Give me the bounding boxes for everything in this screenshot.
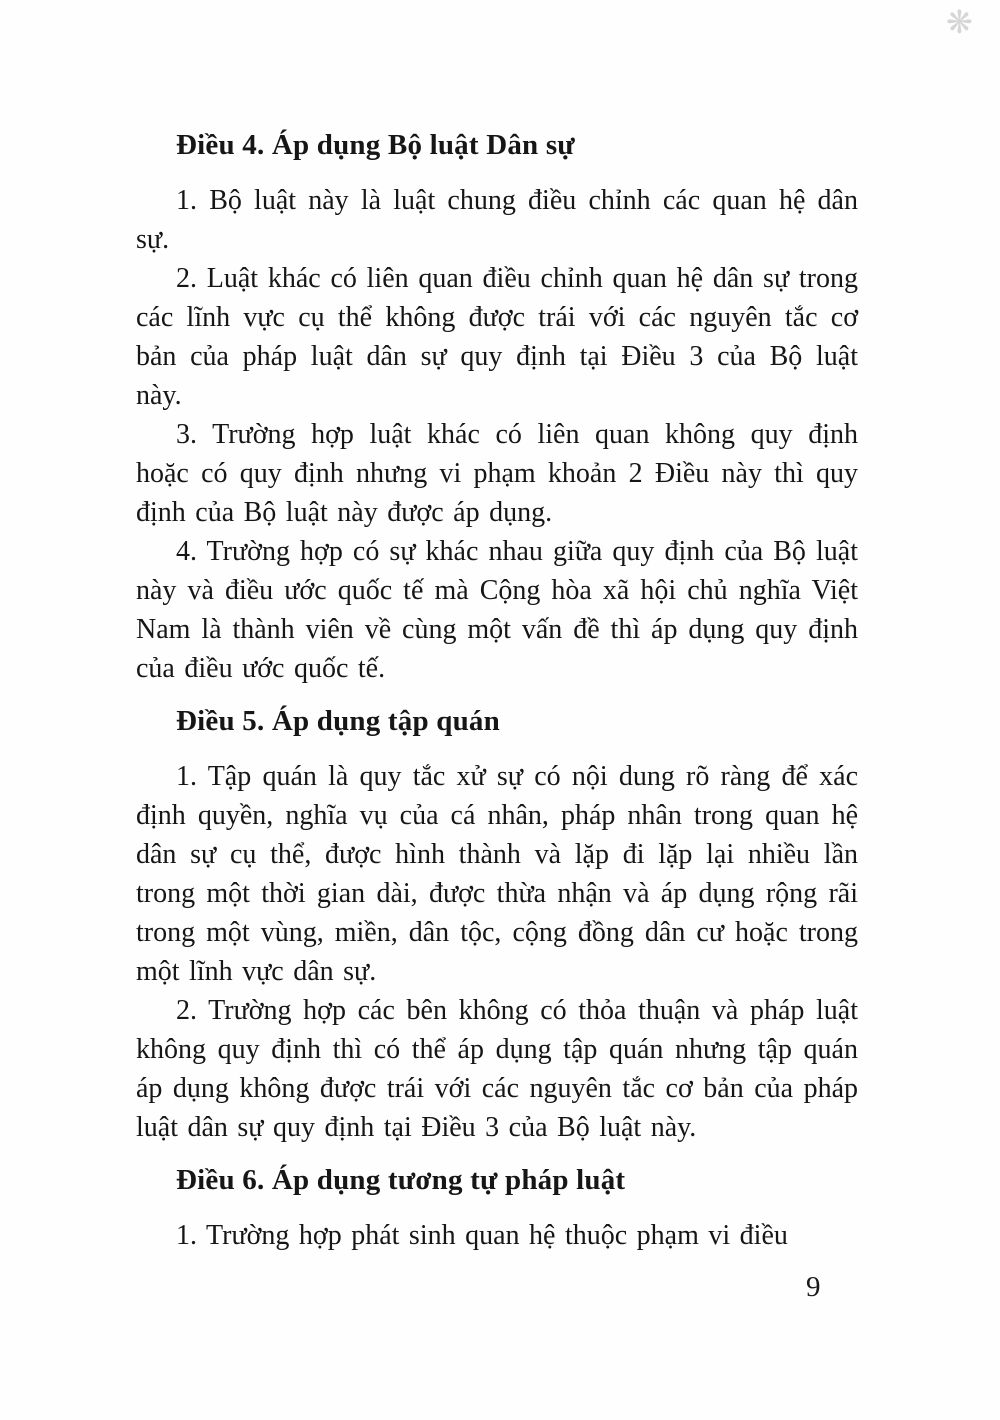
article-4-paragraph-2: 2. Luật khác có liên quan điều chỉnh quan hệ dân sự trong các lĩnh vực cụ thể không được trái với các nguyên tắc cơ bản của pháp luật dân sự quy định tại Điều 3 của Bộ luật này. (136, 263, 858, 411)
article-6-section (136, 1161, 858, 1255)
article-5-section (136, 702, 858, 1147)
article-4-paragraph-1: 1. Bộ luật này là luật chung điều chỉnh các quan hệ dân sự. (136, 185, 858, 255)
page-number: 9 (806, 1271, 821, 1303)
article-4-heading: Điều 4. Áp dụng Bộ luật Dân sự (176, 129, 575, 161)
article-6-heading: Điều 6. Áp dụng tương tự pháp luật (176, 1164, 626, 1196)
article-4-section (136, 126, 858, 688)
article-4-paragraph-4: 4. Trường hợp có sự khác nhau giữa quy định của Bộ luật này và điều ước quốc tế mà Cộng hòa xã hội chủ nghĩa Việt Nam là thành viên về cùng một vấn đề thì áp dụng quy định của điều ước quốc tế. (136, 536, 858, 684)
article-4-paragraph-3: 3. Trường hợp luật khác có liên quan không quy định hoặc có quy định nhưng vi phạm khoản 2 Điều này thì quy định của Bộ luật này được áp dụng. (136, 419, 858, 528)
article-5-paragraph-1: 1. Tập quán là quy tắc xử sự có nội dung rõ ràng để xác định quyền, nghĩa vụ của cá nhân, pháp nhân trong quan hệ dân sự cụ thể, được hình thành và lặp đi lặp lại nhiều lần trong một thời gian dài, được thừa nhận và áp dụng rộng rãi trong một vùng, miền, dân tộc, cộng đồng dân cư hoặc trong một lĩnh vực dân sự. (136, 761, 858, 987)
article-5-heading: Điều 5. Áp dụng tập quán (176, 705, 500, 737)
article-5-paragraph-2: 2. Trường hợp các bên không có thỏa thuận và pháp luật không quy định thì có thể áp dụng tập quán nhưng tập quán áp dụng không được trái với các nguyên tắc cơ bản của pháp luật dân sự quy định tại Điều 3 của Bộ luật này. (136, 995, 858, 1143)
page-body (136, 112, 858, 1255)
flower-asterisk-icon: ❋ (946, 3, 973, 41)
article-6-paragraph-1: 1. Trường hợp phát sinh quan hệ thuộc phạm vi điều (176, 1220, 788, 1251)
